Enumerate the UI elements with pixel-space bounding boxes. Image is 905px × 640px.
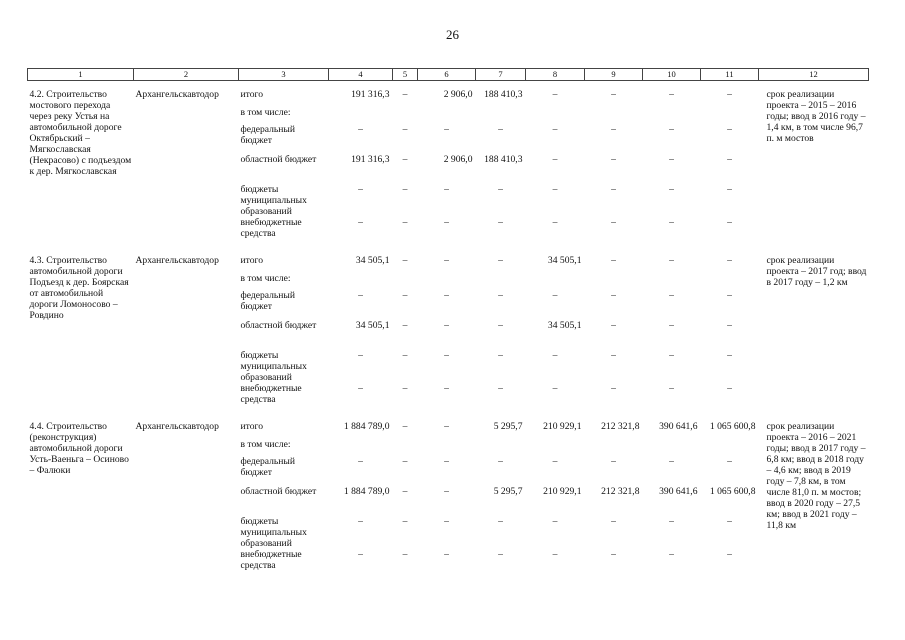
value-cell (701, 439, 759, 456)
value-cell: 34 505,1 (355, 320, 390, 331)
value-cell: – (444, 456, 449, 467)
source-label: в том числе: (240, 273, 291, 284)
value-cell: – (727, 320, 732, 331)
header-row (28, 69, 869, 81)
value-cell (418, 273, 476, 290)
value-cell: – (669, 549, 674, 560)
object-name: 4.3. Строительство автомобильной дороги Подъезд к дер. Боярская от автомобильной дороги Ломоносово – Ровдино (29, 255, 129, 321)
value-cell (643, 273, 701, 290)
value-cell: – (669, 255, 674, 266)
col-header: 4 (329, 69, 393, 81)
value-cell: – (358, 350, 363, 361)
value-cell: – (498, 383, 503, 394)
value-cell: – (444, 255, 449, 266)
value-cell: – (727, 184, 732, 195)
value-cell: 212 321,8 (601, 486, 640, 497)
value-cell: – (727, 456, 732, 467)
value-cell: – (669, 89, 674, 100)
value-cell: – (444, 124, 449, 135)
value-cell: – (358, 124, 363, 135)
col-header: 10 (643, 69, 701, 81)
value-cell: – (358, 217, 363, 228)
value-cell: – (611, 290, 616, 301)
value-cell (393, 439, 418, 456)
value-cell: – (498, 320, 503, 331)
value-cell (585, 273, 643, 290)
value-cell: – (402, 320, 408, 331)
organization: Архангельскавтодор (135, 255, 219, 266)
table-row (28, 413, 869, 439)
value-cell (701, 273, 759, 290)
value-cell: – (727, 154, 732, 165)
value-cell: – (444, 290, 449, 301)
value-cell: – (727, 516, 732, 527)
source-label: итого (240, 89, 263, 100)
note: срок реализации проекта – 2015 – 2016 годы; ввод в 2016 году – 1,4 км, в том числе 96,7 п. м мостов (766, 89, 866, 144)
organization: Архангельскавтодор (135, 421, 219, 432)
object-name: 4.4. Строительство (реконструкция) автомобильной дороги Усть-Ваеньга – Осиново – Фалюки (29, 421, 129, 476)
value-cell: – (611, 456, 616, 467)
value-cell: – (498, 549, 503, 560)
page-number: 26 (446, 27, 459, 42)
value-cell: – (402, 456, 408, 467)
value-cell (476, 439, 526, 456)
value-cell: – (552, 184, 558, 195)
object-name: 4.2. Строительство мостового перехода через реку Устья на автомобильной дороге Октябрьский – Мягкославская (Некрасово) с подъездом к дер. Мягкославская (29, 89, 132, 177)
value-cell: – (552, 350, 558, 361)
value-cell: – (498, 217, 503, 228)
source-label: внебюджетные средства (240, 217, 302, 239)
value-cell: 188 410,3 (484, 154, 523, 165)
value-cell: 191 316,3 (351, 89, 390, 100)
col-header: 8 (526, 69, 585, 81)
source-label: внебюджетные средства (240, 549, 302, 571)
value-cell: – (611, 320, 616, 331)
source-label: бюджеты муниципальных образований (240, 350, 307, 383)
value-cell: – (611, 89, 616, 100)
col-header: 3 (239, 69, 329, 81)
col-header: 1 (28, 69, 134, 81)
value-cell: 390 641,6 (659, 421, 698, 432)
value-cell: – (552, 124, 558, 135)
value-cell: – (444, 486, 449, 497)
value-cell (526, 273, 585, 290)
value-cell: – (402, 124, 408, 135)
value-cell: – (498, 350, 503, 361)
organization: Архангельскавтодор (135, 89, 219, 100)
value-cell: – (727, 255, 732, 266)
value-cell: – (611, 383, 616, 394)
value-cell: 34 505,1 (547, 320, 582, 331)
value-cell: – (611, 124, 616, 135)
value-cell: 390 641,6 (659, 486, 698, 497)
value-cell: – (727, 89, 732, 100)
value-cell (643, 439, 701, 456)
value-cell: – (727, 124, 732, 135)
value-cell: – (402, 184, 408, 195)
value-cell: 1 065 600,8 (709, 486, 756, 497)
value-cell (329, 107, 393, 124)
note: срок реализации проекта – 2017 год; ввод в 2017 году – 1,2 км (766, 255, 867, 288)
value-cell: – (611, 217, 616, 228)
value-cell: – (669, 350, 674, 361)
table-row (28, 247, 869, 273)
value-cell: 2 906,0 (443, 89, 473, 100)
value-cell: – (444, 549, 449, 560)
value-cell: – (498, 290, 503, 301)
source-label: федеральный бюджет (240, 124, 296, 146)
value-cell (643, 107, 701, 124)
value-cell (476, 273, 526, 290)
value-cell: – (552, 549, 558, 560)
value-cell: – (669, 184, 674, 195)
value-cell: 191 316,3 (351, 154, 390, 165)
value-cell: – (611, 184, 616, 195)
col-header: 12 (759, 69, 869, 81)
value-cell: – (669, 154, 674, 165)
value-cell: – (498, 255, 503, 266)
value-cell: – (444, 516, 449, 527)
value-cell (393, 107, 418, 124)
value-cell: – (402, 421, 408, 432)
value-cell: – (402, 350, 408, 361)
table-row (28, 81, 869, 108)
value-cell: – (669, 124, 674, 135)
value-cell: 34 505,1 (355, 255, 390, 266)
source-label: итого (240, 421, 263, 432)
value-cell: 210 929,1 (543, 421, 582, 432)
value-cell: – (669, 290, 674, 301)
value-cell: – (358, 516, 363, 527)
value-cell (393, 273, 418, 290)
value-cell: – (727, 383, 732, 394)
value-cell: – (498, 124, 503, 135)
value-cell: – (444, 320, 449, 331)
value-cell: – (669, 320, 674, 331)
value-cell: – (669, 217, 674, 228)
source-label: в том числе: (240, 107, 291, 118)
value-cell (526, 439, 585, 456)
value-cell: – (444, 383, 449, 394)
value-cell: – (552, 217, 558, 228)
value-cell: 1 884 789,0 (343, 486, 390, 497)
value-cell: 188 410,3 (484, 89, 523, 100)
value-cell: – (358, 383, 363, 394)
value-cell: – (444, 184, 449, 195)
value-cell: – (552, 456, 558, 467)
value-cell: – (552, 89, 558, 100)
value-cell: – (358, 456, 363, 467)
value-cell: 212 321,8 (601, 421, 640, 432)
program-table (27, 68, 869, 579)
value-cell: – (444, 217, 449, 228)
value-cell: 210 929,1 (543, 486, 582, 497)
value-cell: – (611, 255, 616, 266)
value-cell: – (669, 383, 674, 394)
value-cell: – (402, 383, 408, 394)
value-cell (585, 439, 643, 456)
value-cell: 34 505,1 (547, 255, 582, 266)
source-label: в том числе: (240, 439, 291, 450)
value-cell: – (358, 290, 363, 301)
col-header: 2 (134, 69, 239, 81)
value-cell (701, 107, 759, 124)
value-cell: – (358, 549, 363, 560)
source-label: внебюджетные средства (240, 383, 302, 405)
col-header: 5 (393, 69, 418, 81)
value-cell: 1 884 789,0 (343, 421, 390, 432)
value-cell: 5 295,7 (493, 421, 523, 432)
value-cell: – (611, 154, 616, 165)
value-cell (418, 439, 476, 456)
source-label: областной бюджет (240, 486, 317, 497)
value-cell: – (669, 456, 674, 467)
value-cell: – (669, 516, 674, 527)
value-cell: – (444, 421, 449, 432)
value-cell: – (611, 549, 616, 560)
value-cell: – (498, 516, 503, 527)
col-header: 11 (701, 69, 759, 81)
source-label: областной бюджет (240, 154, 317, 165)
col-header: 6 (418, 69, 476, 81)
value-cell: – (611, 516, 616, 527)
value-cell: – (444, 350, 449, 361)
source-label: областной бюджет (240, 320, 317, 331)
value-cell: – (552, 516, 558, 527)
value-cell: – (727, 549, 732, 560)
value-cell: 1 065 600,8 (709, 421, 756, 432)
source-label: федеральный бюджет (240, 456, 296, 478)
value-cell: – (402, 290, 408, 301)
value-cell: – (727, 217, 732, 228)
value-cell: – (402, 89, 408, 100)
value-cell: – (552, 290, 558, 301)
value-cell: – (727, 350, 732, 361)
value-cell: – (402, 516, 408, 527)
note: срок реализации проекта – 2016 – 2021 годы; ввод в 2017 году – 6,8 км; ввод в 2018 году – 4,6 км; ввод в 2019 году – 7,8 км, в том числе 81,0 п. м мостов; ввод в 2020 году – 27,5 км; ввод в 2021 году – 11,8 км (766, 421, 866, 531)
value-cell: – (552, 383, 558, 394)
value-cell (585, 107, 643, 124)
value-cell: – (358, 184, 363, 195)
value-cell: – (402, 154, 408, 165)
value-cell (526, 107, 585, 124)
value-cell: 2 906,0 (443, 154, 473, 165)
value-cell: 5 295,7 (493, 486, 523, 497)
value-cell: – (402, 217, 408, 228)
value-cell: – (611, 350, 616, 361)
value-cell: – (498, 456, 503, 467)
col-header: 7 (476, 69, 526, 81)
value-cell: – (552, 154, 558, 165)
value-cell: – (402, 549, 408, 560)
value-cell (329, 273, 393, 290)
source-label: итого (240, 255, 263, 266)
source-label: бюджеты муниципальных образований (240, 184, 307, 217)
source-label: федеральный бюджет (240, 290, 296, 312)
value-cell (418, 107, 476, 124)
value-cell: – (498, 184, 503, 195)
value-cell: – (727, 290, 732, 301)
value-cell: – (402, 486, 408, 497)
value-cell (329, 439, 393, 456)
value-cell: – (402, 255, 408, 266)
col-header: 9 (585, 69, 643, 81)
source-label: бюджеты муниципальных образований (240, 516, 307, 549)
value-cell (476, 107, 526, 124)
